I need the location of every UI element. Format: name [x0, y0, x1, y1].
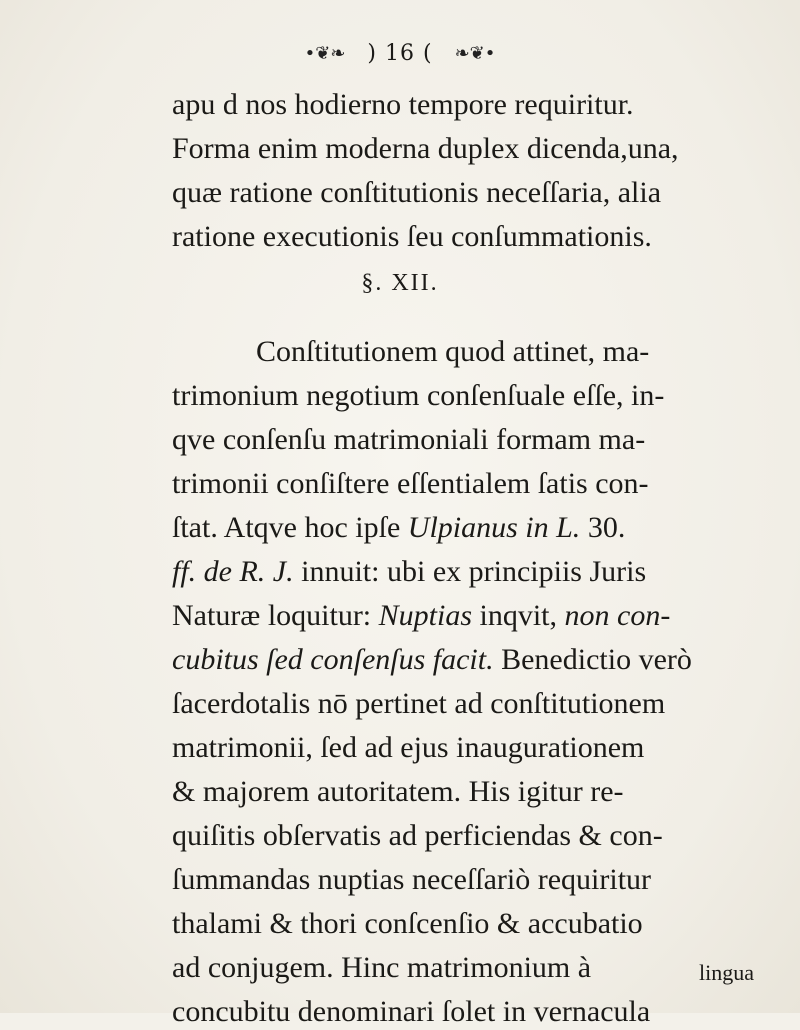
quote-italic: cubitus ſed conſenſus facit. — [172, 643, 494, 676]
ornament-right-icon: ❧❦• — [454, 43, 496, 64]
text-line — [172, 642, 692, 678]
text-run: inqvit, — [472, 599, 565, 632]
text-line: quæ ratione conſtitutionis neceſſaria, alia — [172, 176, 662, 209]
text-line: ſacerdotalis nō pertinet ad conſtitutionem — [172, 687, 666, 720]
text-line: Conſtitutionem quod attinet, ma- — [256, 335, 650, 368]
text-line — [172, 554, 646, 590]
catchword: lingua — [699, 960, 754, 985]
text-run: Naturæ loquitur: — [172, 599, 379, 632]
quote-italic: non con- — [564, 599, 671, 632]
ornament-left-icon: •❦❧ — [304, 43, 346, 64]
text-run: ſtat. Atqve hoc ipſe — [172, 511, 408, 544]
running-header — [0, 40, 800, 68]
text-line: concubitu denominari ſolet in vernacula — [172, 995, 651, 1028]
text-line — [172, 510, 625, 546]
text-line: apu d nos hodierno tempore requiritur. — [172, 88, 634, 121]
text-run: Benedictio verò — [493, 643, 692, 676]
text-run: innuit: ubi ex principiis Juris — [293, 555, 647, 588]
text-line: trimonii conſiſtere eſſentialem ſatis con- — [172, 467, 649, 500]
text-line: ſummandas nuptias neceſſariò requiritur — [172, 863, 652, 896]
text-line — [172, 598, 670, 634]
quote-italic: Nuptias — [378, 599, 473, 632]
citation-italic: Ulpianus in L. — [407, 511, 581, 544]
text-line: ad conjugem. Hinc matrimonium à — [172, 951, 592, 984]
section-heading: §. XII. — [361, 270, 439, 296]
text-line: ratione executionis ſeu conſummationis. — [172, 220, 652, 253]
page-number: ) 16 ( — [367, 41, 433, 66]
text-line: qve conſenſu matrimoniali formam ma- — [172, 423, 646, 456]
text-line: & majorem autoritatem. His igitur re- — [172, 775, 624, 808]
text-run: 30. — [580, 511, 626, 544]
text-line: quiſitis obſervatis ad perficiendas & con- — [172, 819, 663, 852]
text-line: Forma enim moderna duplex dicenda,una, — [172, 132, 679, 165]
text-line: trimonium negotium conſenſuale eſſe, in- — [172, 379, 665, 412]
text-line: matrimonii, ſed ad ejus inaugurationem — [172, 731, 645, 764]
text-line: thalami & thori conſcenſio & accubatio — [172, 907, 643, 940]
citation-italic: ff. de R. J. — [172, 555, 294, 588]
